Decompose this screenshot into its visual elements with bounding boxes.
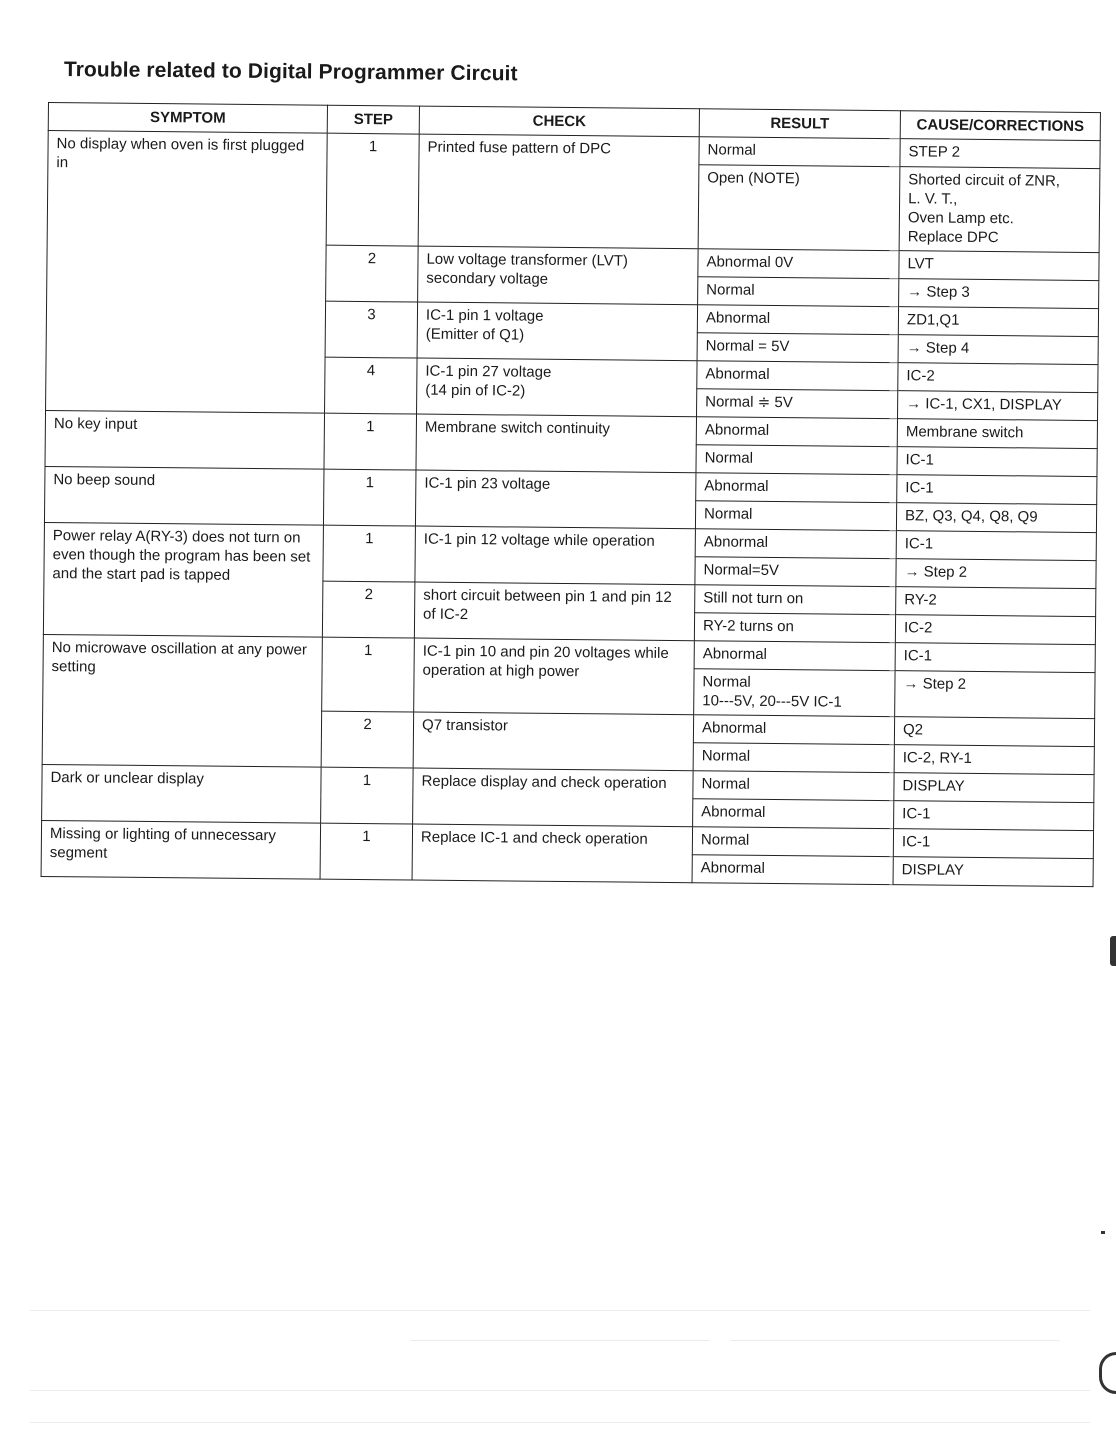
cause-cell: Shorted circuit of ZNR, L. V. T., Oven Lamp etc. Replace DPC [899, 167, 1100, 253]
cause-cell: → Step 2 [896, 559, 1096, 589]
symptom-cell: Missing or lighting of unnecessary segment [41, 820, 321, 879]
cause-cell: IC-1 [894, 801, 1094, 831]
check-cell: IC-1 pin 27 voltage (14 pin of IC-2) [417, 358, 698, 417]
scan-line [30, 1310, 1090, 1311]
scan-line [30, 1422, 1090, 1423]
cause-cell: IC-2 [898, 363, 1098, 393]
result-cell: Normal=5V [695, 557, 896, 587]
trouble-table [41, 102, 1101, 887]
header-cause: CAUSE/CORRECTIONS [900, 111, 1100, 141]
symptom-cell: No microwave oscillation at any power setting [42, 634, 322, 767]
result-cell: Open (NOTE) [698, 165, 900, 251]
result-cell: Normal = 5V [697, 333, 898, 363]
cause-cell: DISPLAY [893, 857, 1093, 887]
binding-mark [1110, 936, 1116, 966]
result-cell: Normal ≑ 5V [697, 389, 898, 419]
check-cell: short circuit between pin 1 and pin 12 of IC-2 [414, 582, 695, 641]
binding-hole-mark [1099, 1352, 1116, 1394]
result-cell: Abnormal [693, 799, 894, 829]
check-cell: IC-1 pin 1 voltage (Emitter of Q1) [417, 302, 698, 361]
cause-cell: LVT [899, 251, 1099, 281]
result-cell: RY-2 turns on [694, 613, 895, 643]
symptom-cell: Power relay A(RY-3) does not turn on even though the program has been set and the start pad is tapped [43, 522, 323, 637]
check-cell: Replace display and check operation [413, 768, 694, 827]
cause-cell: IC-1 [893, 829, 1093, 859]
scan-line [730, 1340, 1060, 1341]
check-cell: Printed fuse pattern of DPC [418, 134, 699, 249]
result-cell: Abnormal 0V [698, 249, 899, 279]
step-cell: 1 [323, 469, 416, 526]
cause-cell: → Step 3 [899, 279, 1099, 309]
result-cell: Abnormal [692, 855, 893, 885]
cause-cell: → Step 2 [895, 671, 1095, 719]
cause-cell: IC-2 [895, 615, 1095, 645]
step-cell: 1 [326, 133, 419, 246]
step-cell: 2 [322, 581, 415, 638]
scan-line [410, 1340, 710, 1341]
cause-cell: RY-2 [896, 587, 1096, 617]
check-cell: IC-1 pin 23 voltage [415, 470, 696, 529]
symptom-cell: Dark or unclear display [42, 764, 322, 823]
result-cell: Abnormal [697, 361, 898, 391]
cause-cell: IC-1 [895, 643, 1095, 673]
cause-cell: IC-2, RY-1 [894, 745, 1094, 775]
symptom-cell: No key input [45, 410, 325, 469]
cause-cell: IC-1 [897, 447, 1097, 477]
cause-cell: BZ, Q3, Q4, Q8, Q9 [896, 503, 1096, 533]
header-symptom: SYMPTOM [48, 103, 327, 134]
cause-cell: Q2 [894, 717, 1094, 747]
check-cell: IC-1 pin 10 and pin 20 voltages while operation at high power [414, 638, 695, 715]
step-cell: 4 [325, 357, 418, 414]
cause-cell: → Step 4 [898, 335, 1098, 365]
cause-cell: IC-1 [896, 531, 1096, 561]
step-cell: 1 [320, 823, 413, 880]
step-cell: 1 [322, 637, 415, 712]
cause-cell: IC-1 [897, 475, 1097, 505]
result-cell: Normal [699, 137, 900, 167]
header-result: RESULT [699, 109, 900, 139]
result-cell: Abnormal [693, 715, 894, 745]
result-cell: Still not turn on [695, 585, 896, 615]
cause-cell: Membrane switch [897, 419, 1097, 449]
trouble-table-container [41, 102, 1101, 887]
result-cell: Normal 10---5V, 20---5V IC-1 [694, 669, 895, 717]
symptom-cell: No beep sound [44, 466, 324, 525]
step-cell: 1 [324, 413, 417, 470]
step-cell: 2 [326, 245, 419, 302]
result-cell: Normal [692, 827, 893, 857]
result-cell: Normal [696, 445, 897, 475]
result-cell: Abnormal [696, 473, 897, 503]
header-step: STEP [327, 105, 419, 134]
header-check: CHECK [419, 106, 699, 137]
step-cell: 3 [325, 301, 418, 358]
result-cell: Abnormal [696, 417, 897, 447]
result-cell: Normal [693, 743, 894, 773]
result-cell: Normal [698, 277, 899, 307]
step-cell: 1 [321, 767, 414, 824]
cause-cell: ZD1,Q1 [898, 307, 1098, 337]
check-cell: IC-1 pin 12 voltage while operation [415, 526, 696, 585]
cause-cell: STEP 2 [900, 139, 1100, 169]
result-cell: Normal [695, 501, 896, 531]
result-cell: Normal [693, 771, 894, 801]
result-cell: Abnormal [694, 641, 895, 671]
speck [1101, 1231, 1105, 1234]
check-cell: Replace IC-1 and check operation [412, 824, 693, 883]
page-title: Trouble related to Digital Programmer Circuit [63, 58, 518, 86]
step-cell: 2 [321, 711, 414, 768]
step-cell: 1 [323, 525, 416, 582]
cause-cell: DISPLAY [894, 773, 1094, 803]
result-cell: Abnormal [695, 529, 896, 559]
check-cell: Membrane switch continuity [416, 414, 697, 473]
result-cell: Abnormal [697, 305, 898, 335]
scan-line [30, 1390, 1090, 1391]
scan-bleed-through [30, 1300, 1090, 1430]
check-cell: Q7 transistor [413, 712, 694, 771]
cause-cell: → IC-1, CX1, DISPLAY [897, 391, 1097, 421]
symptom-cell: No display when oven is first plugged in [46, 131, 328, 414]
check-cell: Low voltage transformer (LVT) secondary voltage [418, 246, 699, 305]
